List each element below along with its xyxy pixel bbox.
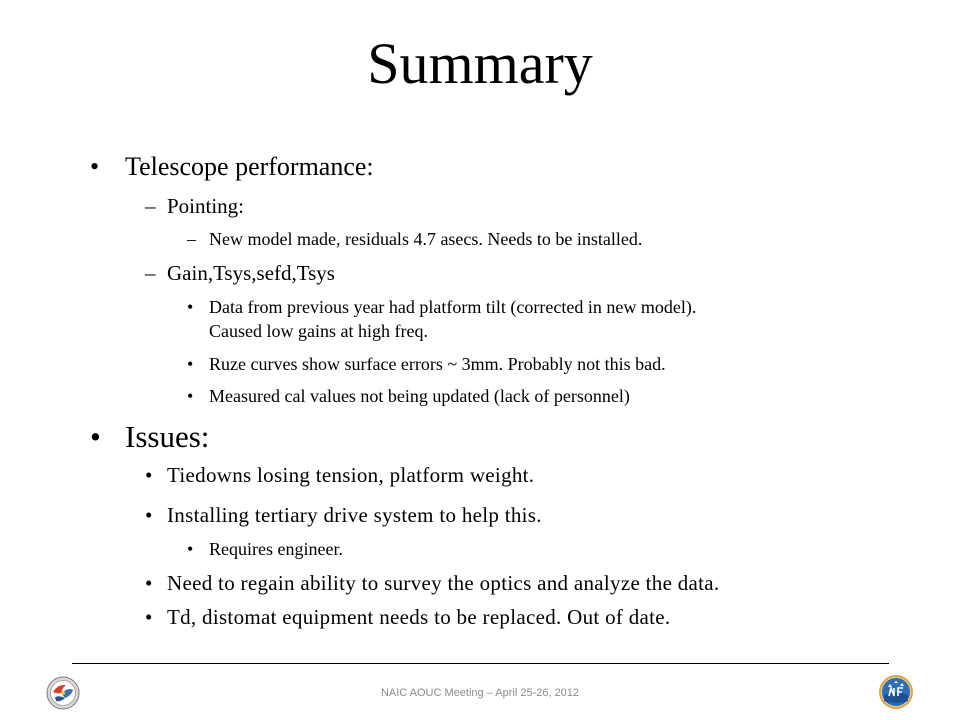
gain-detail-3: Measured cal values not being updated (lack of personnel) xyxy=(209,386,630,406)
nsf-logo-icon xyxy=(878,674,914,710)
pointing-detail: New model made, residuals 4.7 asecs. Needs to be installed. xyxy=(209,229,643,249)
footer-divider xyxy=(72,663,889,664)
bullet-glyph: • xyxy=(90,419,101,454)
gain-detail-2: Ruze curves show surface errors ~ 3mm. Probably not this bad. xyxy=(209,354,666,374)
issue-4: Td, distomat equipment needs to be replaced. Out of date. xyxy=(167,605,671,629)
bullet-glyph: • xyxy=(145,605,153,629)
dash-glyph: – xyxy=(187,229,196,249)
issue-1: Tiedowns losing tension, platform weight. xyxy=(167,463,535,487)
bullet-glyph: • xyxy=(145,503,153,527)
bullet-glyph: • xyxy=(145,571,153,595)
dash-glyph: – xyxy=(145,194,156,218)
footer-meeting-text: NAIC AOUC Meeting – April 25-26, 2012 xyxy=(380,687,580,699)
slide-title: Summary xyxy=(367,31,593,96)
bullet-glyph: • xyxy=(187,539,194,559)
issue-3: Need to regain ability to survey the optics and analyze the data. xyxy=(167,571,720,595)
bullet-glyph: • xyxy=(187,297,194,317)
bullet-glyph: • xyxy=(187,354,194,374)
bullet-glyph: • xyxy=(90,152,100,181)
issues-heading: Issues: xyxy=(125,419,210,454)
dash-glyph: – xyxy=(145,261,156,285)
bullet-glyph: • xyxy=(187,386,194,406)
telescope-performance-heading: Telescope performance: xyxy=(125,152,374,181)
issue-2: Installing tertiary drive system to help this. xyxy=(167,503,542,527)
gain-detail-1-line-1: Data from previous year had platform tilt (corrected in new model). xyxy=(209,297,697,317)
gain-detail-1-line-2: Caused low gains at high freq. xyxy=(209,321,428,341)
pointing-heading: Pointing: xyxy=(167,194,245,218)
issue-2-detail: Requires engineer. xyxy=(209,539,343,559)
gain-heading: Gain,Tsys,sefd,Tsys xyxy=(167,261,335,285)
bullet-glyph: • xyxy=(145,463,153,487)
